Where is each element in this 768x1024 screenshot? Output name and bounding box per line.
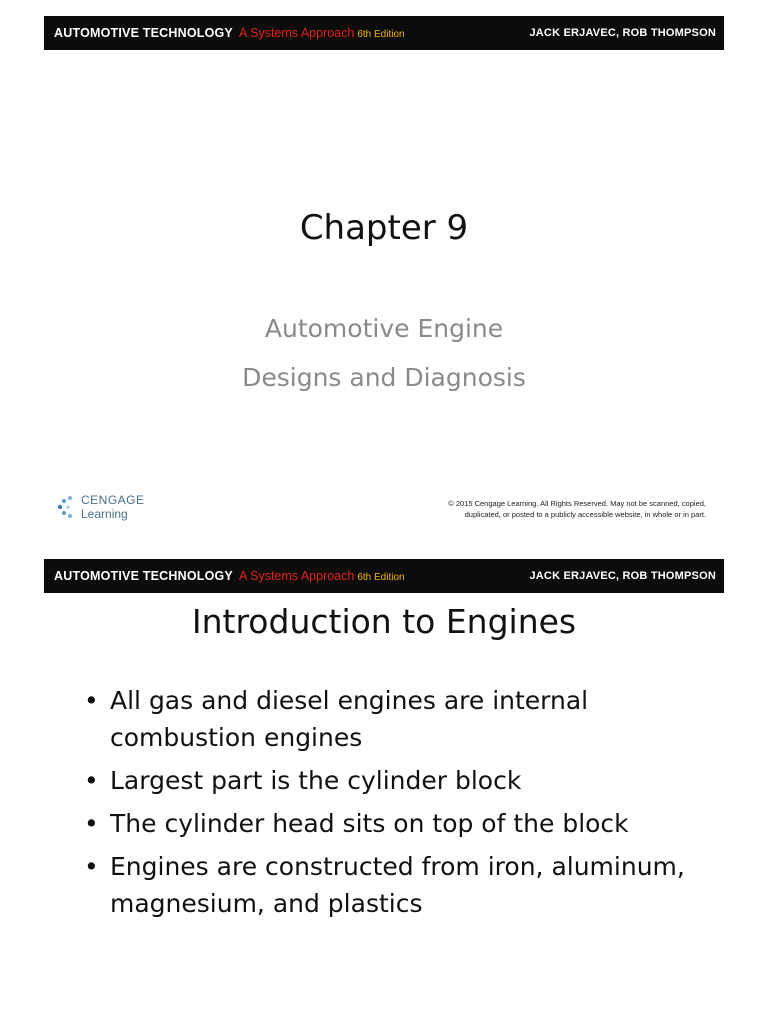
copyright-line-2: duplicated, or posted to a publicly accessible website, in whole or in part. xyxy=(464,510,706,519)
cengage-logo xyxy=(56,493,156,523)
copyright-line-1: © 2015 Cengage Learning. All Rights Reserved. May not be scanned, copied, xyxy=(448,499,706,508)
bullet-text: All gas and diesel engines are internal combustion engines xyxy=(110,686,589,752)
slide-title: Introduction to Engines xyxy=(191,602,577,641)
bullet-item xyxy=(84,762,724,799)
banner-title-group xyxy=(54,16,405,50)
banner-brand: AUTOMOTIVE TECHNOLOGY xyxy=(54,569,233,583)
banner-title-group xyxy=(54,559,405,593)
banner-subtitle: A Systems Approach xyxy=(238,569,355,583)
header-banner xyxy=(44,16,724,50)
cengage-logo-tagline: Learning xyxy=(81,507,128,521)
bullet-text: Largest part is the cylinder block xyxy=(110,766,522,795)
chapter-subtitle-line-2: Designs and Diagnosis xyxy=(242,363,526,392)
header-banner xyxy=(44,559,724,593)
banner-brand: AUTOMOTIVE TECHNOLOGY xyxy=(54,26,233,40)
bullet-item xyxy=(84,805,724,842)
bullet-icon: • xyxy=(84,852,99,881)
chapter-title: Chapter 9 xyxy=(299,208,469,248)
cengage-logo-icon xyxy=(56,495,78,519)
bullet-item xyxy=(84,682,724,756)
bullet-text: The cylinder head sits on top of the block xyxy=(110,809,629,838)
banner-authors: JACK ERJAVEC, ROB THOMPSON xyxy=(529,27,716,39)
bullet-text: Engines are constructed from iron, aluminum, magnesium, and plastics xyxy=(110,852,685,918)
banner-edition: 6th Edition xyxy=(357,572,405,583)
chapter-subtitle-line-1: Automotive Engine xyxy=(264,314,504,343)
copyright-notice xyxy=(406,498,706,520)
cengage-logo-name: CENGAGE xyxy=(81,493,145,507)
banner-authors: JACK ERJAVEC, ROB THOMPSON xyxy=(529,570,716,582)
bullet-icon: • xyxy=(84,809,99,838)
bullet-icon: • xyxy=(84,766,99,795)
bullet-item xyxy=(84,848,724,922)
bullet-icon: • xyxy=(84,686,99,715)
bullet-list xyxy=(84,682,724,928)
banner-subtitle: A Systems Approach xyxy=(238,26,355,40)
banner-edition: 6th Edition xyxy=(357,29,405,40)
